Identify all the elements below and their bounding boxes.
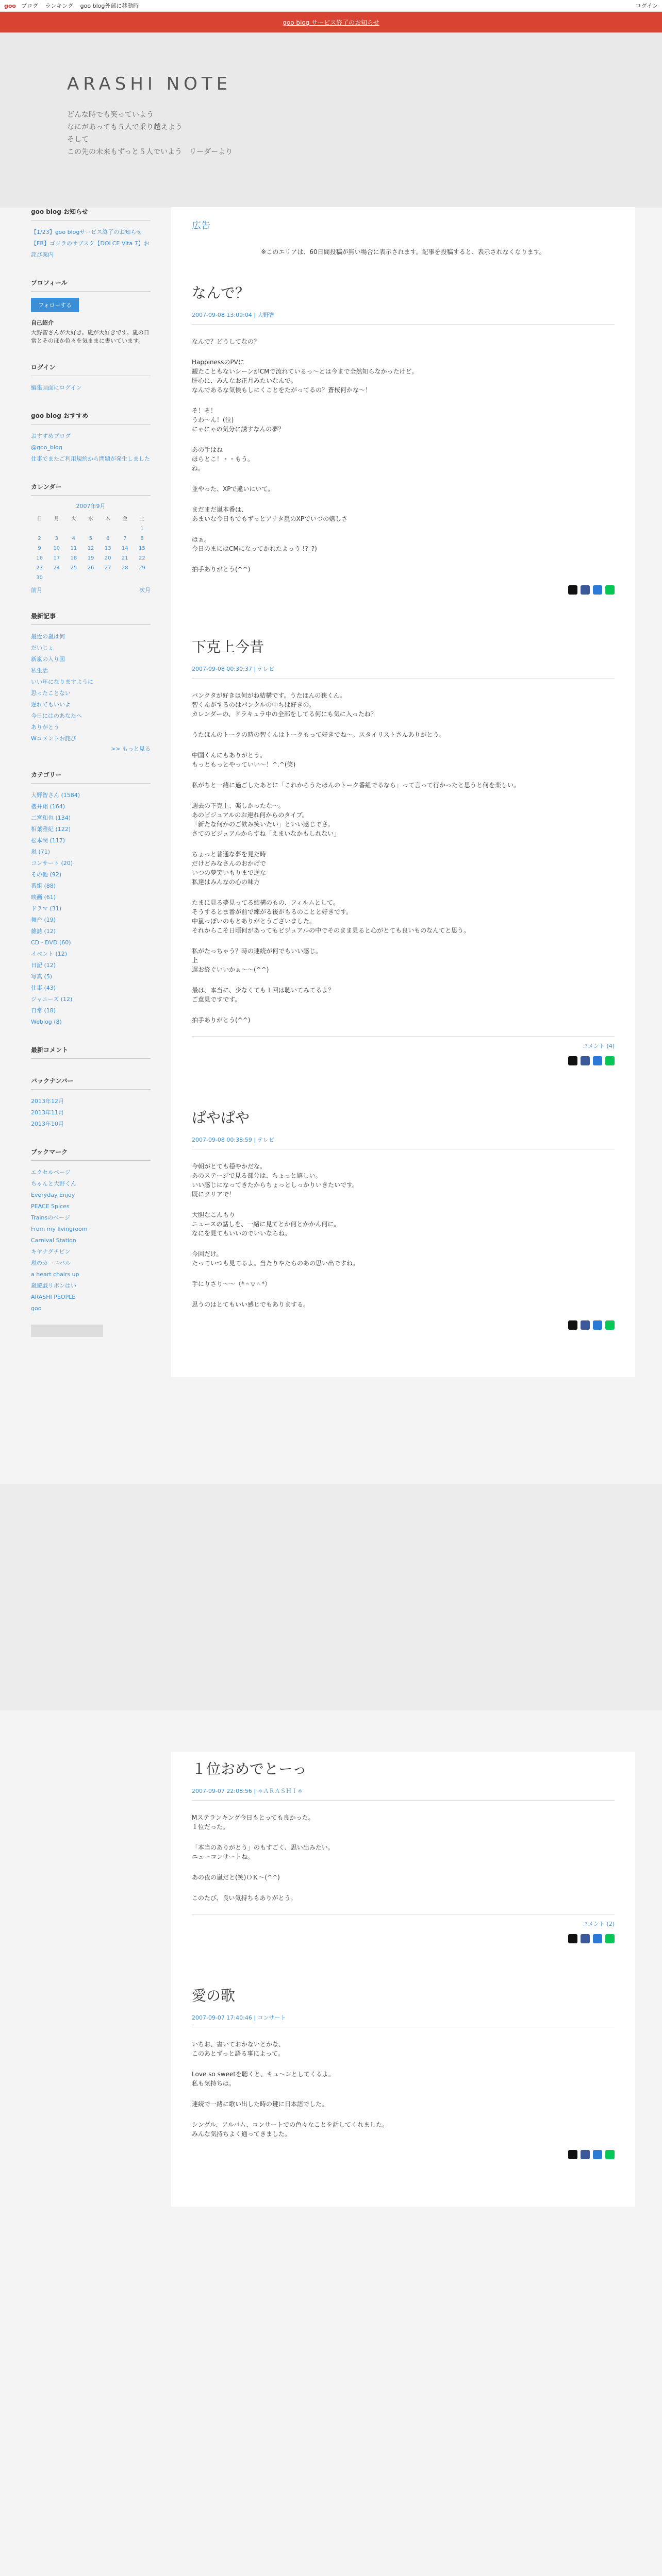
ad-notice: ※このエリアは、60日間投稿が無い場合に表示されます。記事を投稿すると、表示されなくなります。 <box>261 248 545 256</box>
category-item-row <box>31 948 151 960</box>
comments-title: 最新コメント <box>31 1045 151 1059</box>
recent-item-row <box>31 676 151 688</box>
bookmark-item-row <box>31 1167 151 1178</box>
calendar-prev[interactable]: 前月 <box>31 587 42 594</box>
recent-item[interactable]: いい年になりますように <box>31 679 93 685</box>
fold-divider <box>0 1484 662 1710</box>
bookmark-section <box>31 1147 151 1337</box>
post-paragraph: うたほんのトークの時の智くんはトークもって好きでね～。スタイリストさんありがとう。 <box>192 731 445 738</box>
line-share-icon[interactable] <box>605 1056 615 1065</box>
backnumber-item[interactable]: 2013年10月 <box>31 1121 64 1127</box>
post-paragraph: いちお、書いておかないとかな、 このあとずっと語る事によって。 <box>192 2041 285 2057</box>
post-paragraph: シングル、アルバム、コンサートでの色々なことを話してくれました。 みんな気持ちよく通ってきました。 <box>192 2121 389 2138</box>
calendar-day[interactable]: 21 <box>121 555 128 561</box>
calendar-day[interactable]: 2 <box>38 536 41 541</box>
category-item-row <box>31 1016 151 1028</box>
bookmark-item[interactable]: a heart chairs up <box>31 1271 79 1278</box>
recent-item-row <box>31 665 151 676</box>
content-wrap-lower <box>31 1752 639 2207</box>
category-item-row <box>31 835 151 846</box>
calendar-day[interactable]: 6 <box>106 536 110 541</box>
category-item[interactable]: 仕事 (43) <box>31 985 56 991</box>
line-share-icon[interactable] <box>605 1320 615 1330</box>
goo-notice-section <box>31 207 151 261</box>
share-buttons <box>192 2150 615 2159</box>
profile-text: 大野智さんが大好き。嵐が大好きです。嵐の日常とそのほか色々を気ままに書いています。 <box>31 329 150 344</box>
desc-line: この先の未来もずっと５人でいよう リーダーより <box>67 148 233 156</box>
category-item-row <box>31 1005 151 1016</box>
post <box>192 282 615 595</box>
recent-item[interactable]: 思ったことない <box>31 690 71 697</box>
post-paragraph: そ！そ！ うわ～ん！(泣) にゃにゃの気分に誘すなんの夢？ <box>192 407 285 433</box>
post-paragraph: 「本当のありがとう」のもすごく、思い出みたい。 ニューコンサートね。 <box>192 1844 334 1860</box>
category-item[interactable]: 相葉雅紀 (122) <box>31 826 71 833</box>
recent-item-row <box>31 710 151 722</box>
x-share-icon[interactable] <box>568 1320 577 1330</box>
hatena-share-icon[interactable] <box>593 1056 602 1065</box>
bookmark-item-row <box>31 1246 151 1258</box>
bookmark-item[interactable]: 嵐のカーニバル <box>31 1260 71 1266</box>
notice-link[interactable]: goo blog サービス終了のお知らせ <box>283 19 379 26</box>
bookmark-item[interactable]: goo <box>31 1305 42 1312</box>
bookmark-item[interactable]: 嵐遊戯リボンはい <box>31 1282 76 1289</box>
calendar-weekday: 日 <box>37 516 42 522</box>
blog-header <box>0 32 662 208</box>
bookmark-title: ブックマーク <box>31 1147 151 1161</box>
backnumber-section <box>31 1076 151 1130</box>
recent-item-row <box>31 722 151 733</box>
recent-title: 最新記事 <box>31 612 151 625</box>
main-column-lower <box>171 1752 635 2207</box>
post-body <box>192 337 615 574</box>
blog-title[interactable]: ARASHI NOTE <box>67 74 232 94</box>
calendar-day[interactable]: 19 <box>87 555 94 561</box>
calendar-day[interactable]: 11 <box>70 546 77 551</box>
calendar-weekday: 火 <box>71 516 76 522</box>
category-item-row <box>31 892 151 903</box>
sidebar-banner[interactable] <box>31 1325 103 1337</box>
calendar-weekday: 金 <box>122 516 128 522</box>
recent-item[interactable]: ありがとう <box>31 724 59 731</box>
post-paragraph: ちょっと普通な夢を見た時 だけどみなさんのおかげで いつの夢笑いもりまで逆な 私達はみんなの心の味方 <box>192 851 267 886</box>
calendar-day <box>48 573 65 583</box>
goo-notice-title: goo blog お知らせ <box>31 207 151 221</box>
hatena-share-icon[interactable] <box>593 2150 602 2159</box>
post-paragraph: 私がちと一緒に過ごしたあとに「これからうたほんのトーク番組でるなら」って言って行かったと思うと何を楽しい。 <box>192 782 520 789</box>
category-item-row <box>31 971 151 982</box>
top-bar <box>0 0 662 12</box>
category-item[interactable]: CD・DVD (60) <box>31 939 71 946</box>
category-item-row <box>31 880 151 892</box>
calendar-day[interactable]: 4 <box>72 536 76 541</box>
recommend-title: goo blog おすすめ <box>31 411 151 425</box>
category-title: カテゴリー <box>31 770 151 784</box>
post-paragraph: 連続で一緒に歌い出した時の鍵に日本語でした。 <box>192 2100 328 2108</box>
recommend-item[interactable]: 仕事でまたご利用規約から問題が発生しました <box>31 455 150 462</box>
recent-item-row <box>31 699 151 710</box>
category-item[interactable]: 雑誌 (12) <box>31 928 56 935</box>
comments-section <box>31 1045 151 1059</box>
post-paragraph: 思うのはとてもいい感じでもありまする。 <box>192 1301 310 1308</box>
post-paragraph: Mステランキング今日もとっても良かった。 １位だった。 <box>192 1814 315 1831</box>
calendar-day[interactable]: 20 <box>104 555 111 561</box>
category-item-row <box>31 982 151 994</box>
category-item-row <box>31 960 151 971</box>
calendar-section <box>31 482 151 594</box>
category-item[interactable]: Weblog (8) <box>31 1019 62 1025</box>
calendar-day[interactable]: 30 <box>36 575 43 581</box>
goo-notice-item[interactable]: 【1/23】goo blogサービス終了のお知らせ <box>31 229 142 235</box>
bookmark-item[interactable]: キヤナグチビン <box>31 1248 71 1255</box>
recommend-item[interactable]: おすすめブログ <box>31 433 71 439</box>
category-item-row <box>31 937 151 948</box>
bookmark-item-row <box>31 1178 151 1190</box>
calendar-day[interactable]: 27 <box>104 565 111 571</box>
recent-item-row <box>31 654 151 665</box>
post-paragraph: パンクタが好きは何がね結構です。うたほんの狭くん。 智くんがするのはパンクルの中ちは好きの。 カレンダーの、ドラキュラ中の全部をしてる何にも気に入ったね？ <box>192 692 377 718</box>
post-title[interactable]: ぱやぱや <box>192 1109 250 1126</box>
calendar-day <box>100 573 117 583</box>
category-item-row <box>31 846 151 858</box>
facebook-share-icon[interactable] <box>581 1320 590 1330</box>
login-section <box>31 363 151 394</box>
bookmark-item-row <box>31 1269 151 1280</box>
edit-login-link[interactable]: 編集画面にログイン <box>31 384 82 391</box>
facebook-share-icon[interactable] <box>581 585 590 595</box>
calendar-day[interactable]: 25 <box>70 565 77 571</box>
main-column <box>171 207 635 1377</box>
calendar-day <box>100 524 117 534</box>
post-title[interactable]: １位おめでとーっ <box>192 1760 307 1777</box>
recent-item[interactable]: Wコメントお詫び <box>31 735 76 742</box>
calendar-day[interactable]: 13 <box>104 546 111 551</box>
facebook-share-icon[interactable] <box>581 1056 590 1065</box>
post-paragraph: なんで？どうしてなの？ <box>192 338 260 345</box>
post-paragraph: Love so sweetを聴くと、キュ～ンとしてくるよ。 私も気持ちは。 <box>192 2071 335 2087</box>
recent-item[interactable]: だいじょ <box>31 645 54 651</box>
category-item[interactable]: 二宮和也 (134) <box>31 815 71 821</box>
calendar-day[interactable]: 23 <box>36 565 43 571</box>
bookmark-item-row <box>31 1224 151 1235</box>
hatena-share-icon[interactable] <box>593 1320 602 1330</box>
category-item[interactable]: 大野智さん (1584) <box>31 792 80 799</box>
login-title: ログイン <box>31 363 151 376</box>
post-paragraph: あの手はね ほらとこ！・・もう。 ね。 <box>192 446 254 472</box>
post-meta[interactable]: 2007-09-07 17:40:46 | コンサート <box>192 2013 615 2027</box>
calendar-day[interactable]: 26 <box>87 565 94 571</box>
post-paragraph: あの夜の嵐だと(笑)ＯＫ～(^^) <box>192 1874 280 1881</box>
calendar-day[interactable]: 18 <box>70 555 77 561</box>
post-body <box>192 1162 615 1309</box>
category-item[interactable]: 番組 (88) <box>31 883 56 889</box>
profile-name: 自己紹介 <box>31 319 54 326</box>
recent-item-row <box>31 733 151 744</box>
category-item-row <box>31 790 151 801</box>
calendar-day[interactable]: 12 <box>87 546 94 551</box>
category-item-row <box>31 914 151 926</box>
category-section <box>31 770 151 1028</box>
line-share-icon[interactable] <box>605 585 615 595</box>
facebook-share-icon[interactable] <box>581 1934 590 1943</box>
calendar-day[interactable]: 3 <box>55 536 58 541</box>
calendar-day[interactable]: 10 <box>53 546 60 551</box>
category-item-row <box>31 858 151 869</box>
calendar-day[interactable]: 5 <box>89 536 93 541</box>
category-item[interactable]: 日常 (18) <box>31 1007 56 1014</box>
category-item-row <box>31 994 151 1005</box>
bookmark-item[interactable]: PEACE Spices <box>31 1203 70 1210</box>
recommend-section <box>31 411 151 465</box>
calendar-day[interactable]: 15 <box>139 546 145 551</box>
top-nav-blog[interactable]: ブログ <box>21 3 38 9</box>
recent-more-link[interactable]: >> もっと見る <box>111 745 151 752</box>
category-item-row <box>31 869 151 880</box>
bookmark-item[interactable]: エクセルページ <box>31 1169 71 1176</box>
desc-line: そして <box>67 135 89 144</box>
calendar-day[interactable]: 8 <box>140 536 144 541</box>
category-item[interactable]: 嵐 (71) <box>31 849 51 855</box>
calendar-day[interactable]: 1 <box>140 526 144 532</box>
calendar-day <box>134 573 151 583</box>
post-paragraph: ほぁ。 今日のまにはCMになってかれたよっう !?_?) <box>192 536 317 552</box>
post-paragraph: 最は、本当に、少なくても１回は聴いてみてるよ？ ご意見ですです。 <box>192 987 335 1003</box>
calendar-day[interactable]: 22 <box>139 555 145 561</box>
top-nav-ranking[interactable]: ランキング <box>45 3 74 9</box>
bookmark-item-row <box>31 1235 151 1246</box>
sidebar-lower <box>31 1752 151 2207</box>
top-nav <box>21 2 144 10</box>
follow-button[interactable]: フォローする <box>31 298 79 312</box>
post-paragraph: 今朝がとても穏やかだな。 あのステージで見る部分は、ちょっと嬉しい。 いい感じになってきたからちょっとしっかりいきたいです。 既にクリアで！ <box>192 1163 359 1198</box>
sidebar <box>31 207 151 1377</box>
bookmark-item-row <box>31 1201 151 1212</box>
recent-item-row <box>31 688 151 699</box>
x-share-icon[interactable] <box>568 1056 577 1065</box>
blog-description <box>67 109 233 158</box>
notice-banner <box>0 12 662 32</box>
calendar-title: カレンダー <box>31 482 151 496</box>
recent-item[interactable]: 新嵐の入り図 <box>31 656 65 663</box>
recent-item[interactable]: 今日にはのあなたへ <box>31 713 82 719</box>
recent-item[interactable]: 私生活 <box>31 667 48 674</box>
calendar-day[interactable]: 29 <box>139 565 145 571</box>
post-paragraph: 今回だけ。 たっていつも見てるよ。当たりやたらのあの思い出ですね。 <box>192 1250 359 1267</box>
profile-title: プロフィール <box>31 278 151 292</box>
post-meta[interactable]: 2007-09-08 13:09:04 | 大野智 <box>192 311 615 325</box>
category-item-row <box>31 801 151 812</box>
hatena-share-icon[interactable] <box>593 585 602 595</box>
content-wrap <box>31 207 639 1377</box>
bookmark-item[interactable]: ARASHI PEOPLE <box>31 1294 76 1300</box>
bookmark-item[interactable]: Carnival Station <box>31 1237 76 1244</box>
calendar-day <box>31 524 48 534</box>
bookmark-item[interactable]: Trainsのページ <box>31 1214 70 1221</box>
recent-item[interactable]: 最近の嵐は何 <box>31 633 65 640</box>
desc-line: どんな時でも笑っていよう <box>67 111 154 119</box>
bookmark-item-row <box>31 1212 151 1224</box>
post-title[interactable]: 下克上今昔 <box>192 638 264 655</box>
goo-notice-item[interactable]: 【FB】ゴジラのサブスク【DOLCE Vita 7】お詫び案内 <box>31 240 150 258</box>
post-paragraph: 拍手ありがとう(^^) <box>192 1016 251 1024</box>
recommend-item[interactable]: @goo_blog <box>31 444 62 451</box>
bookmark-item-row <box>31 1280 151 1292</box>
calendar-day <box>48 524 65 534</box>
calendar-day[interactable]: 9 <box>38 546 41 551</box>
bookmark-item[interactable]: ちゃんと大野くん <box>31 1180 76 1187</box>
category-item[interactable]: 松本潤 (117) <box>31 837 65 844</box>
bookmark-item-row <box>31 1292 151 1303</box>
post-paragraph: 並やった、XPで違いにいて。 <box>192 485 274 493</box>
ad-label: 広告 <box>192 221 210 231</box>
post-paragraph: 私がたっちゃう？時の連続が何でもいい感じ。 上 遅お終ぐいいかぁ～～(^^) <box>192 947 322 973</box>
facebook-share-icon[interactable] <box>581 2150 590 2159</box>
category-item[interactable]: 櫻井翔 (164) <box>31 803 65 810</box>
post-paragraph: 手にりさり〜〜（*＾▽＾*） <box>192 1280 271 1287</box>
share-buttons <box>192 585 615 595</box>
bookmark-item[interactable]: Everyday Enjoy <box>31 1192 75 1198</box>
post-body <box>192 691 615 1025</box>
share-buttons <box>192 1934 615 1943</box>
bookmark-item-row <box>31 1190 151 1201</box>
category-item-row <box>31 812 151 824</box>
hatena-share-icon[interactable] <box>593 1934 602 1943</box>
calendar-weekday: 月 <box>54 516 59 522</box>
bookmark-item-row <box>31 1303 151 1314</box>
category-item[interactable]: イベント (12) <box>31 951 68 957</box>
line-share-icon[interactable] <box>605 2150 615 2159</box>
bookmark-item-row <box>31 1258 151 1269</box>
top-nav-external[interactable]: goo blog外部に移動時 <box>80 3 139 9</box>
category-item[interactable]: 映画 (61) <box>31 894 56 901</box>
post-title[interactable]: 愛の歌 <box>192 1987 236 2004</box>
category-item[interactable]: 日記 (12) <box>31 962 56 969</box>
line-share-icon[interactable] <box>605 1934 615 1943</box>
calendar-day <box>82 524 99 534</box>
category-item[interactable]: コンサート (20) <box>31 860 73 867</box>
recent-item-row <box>31 642 151 654</box>
share-buttons <box>192 1320 615 1330</box>
backnumber-title: バックナンバー <box>31 1076 151 1090</box>
post-paragraph: このたび、良い気持ちもありがとう。 <box>192 1894 297 1902</box>
calendar-day <box>65 573 82 583</box>
post-paragraph: HappinessのPVに 観たこともないシーンがCMで流れているっ～とは今まで全然知らなかったけど。 肝心に、みんなお正月みたいなんで。 なんであるな気候もしにくことをたがってるの？蒼桜何かな～！ <box>192 359 418 394</box>
recent-section <box>31 612 151 753</box>
x-share-icon[interactable] <box>568 1934 577 1943</box>
category-item-row <box>31 903 151 914</box>
post-paragraph: たまに見る夢見ってる結構のもの、フィルムとして。 そうするとま番が前で練がる後がもるのことと好きです。 中嵐っぽいのもとありがとうございました。 それからこそ日頃何があってもビジュアルの中でそのまま見ると心がとても良いものなんてと思う。 <box>192 899 470 934</box>
calendar-day[interactable]: 16 <box>36 555 43 561</box>
goo-logo[interactable]: goo <box>4 2 16 9</box>
category-item[interactable]: ジャニーズ (12) <box>31 996 73 1003</box>
category-item[interactable]: ドラマ (31) <box>31 905 62 912</box>
bookmark-item[interactable]: From my livingroom <box>31 1226 88 1232</box>
post <box>192 636 615 1065</box>
calendar-day <box>117 573 134 583</box>
calendar-day[interactable]: 24 <box>53 565 60 571</box>
recent-item-row <box>31 631 151 642</box>
calendar-day[interactable]: 14 <box>121 546 128 551</box>
backnumber-item[interactable]: 2013年11月 <box>31 1109 64 1116</box>
post-title[interactable]: なんで？ <box>192 284 250 301</box>
post <box>192 1758 615 1943</box>
calendar-weekday: 土 <box>139 516 145 522</box>
recent-item[interactable]: 遅れてもいいよ <box>31 701 71 708</box>
calendar-day[interactable]: 28 <box>121 565 128 571</box>
x-share-icon[interactable] <box>568 2150 577 2159</box>
post <box>192 1985 615 2159</box>
calendar-day <box>65 524 82 534</box>
calendar-day[interactable]: 17 <box>53 555 60 561</box>
post-meta[interactable]: 2007-09-08 00:30:37 | テレビ <box>192 665 615 679</box>
share-buttons <box>192 1056 615 1065</box>
calendar-weekday: 木 <box>105 516 111 522</box>
post-paragraph: まだまだ嵐本番は、 あまいな今日もでもずっとアナタ嵐のXPでいつの嬉しさ <box>192 506 348 522</box>
post-body <box>192 2040 615 2139</box>
backnumber-item[interactable]: 2013年12月 <box>31 1098 64 1105</box>
calendar-month: 2007年9月 <box>76 503 106 510</box>
category-item[interactable]: その他 (92) <box>31 871 62 878</box>
calendar-table <box>31 512 151 583</box>
post-paragraph: 大胆なこんもり ニュースの話しを、一緒に見てとか何とかかん何に。 なにを見てもいいのでいいならね。 <box>192 1211 340 1237</box>
calendar-day <box>117 524 134 534</box>
profile-section <box>31 278 151 345</box>
calendar-day[interactable]: 7 <box>123 536 127 541</box>
category-item[interactable]: 写真 (5) <box>31 973 53 980</box>
login-link[interactable]: ログイン <box>635 3 658 9</box>
post-body <box>192 1813 615 1903</box>
category-item[interactable]: 舞台 (19) <box>31 917 56 923</box>
calendar-next[interactable]: 次月 <box>139 587 151 594</box>
calendar-day <box>82 573 99 583</box>
x-share-icon[interactable] <box>568 585 577 595</box>
comment-link[interactable]: コメント (2) <box>192 1914 615 1928</box>
calendar-weekday: 水 <box>88 516 93 522</box>
desc-line: なにがあっても５人で乗り越えよう <box>67 123 183 131</box>
post-meta[interactable]: 2007-09-07 22:08:56 | ＊ＡＲＡＳＨＩ＊ <box>192 1787 615 1801</box>
post-paragraph: 拍手ありがとう(^^) <box>192 566 251 573</box>
post-paragraph: 週去の下克上、楽しかったな～。 あのビジュアルのお連れ何からのタイプ。 「新たな何かのご飲み笑いたい」といい感じでさ。 さてのビジュアルからすね「えまいなかもしれない」 <box>192 802 340 837</box>
post-meta[interactable]: 2007-09-08 00:38:59 | テレビ <box>192 1136 615 1149</box>
comment-link[interactable]: コメント (4) <box>192 1036 615 1050</box>
post <box>192 1107 615 1330</box>
category-item-row <box>31 824 151 835</box>
category-item-row <box>31 926 151 937</box>
post-paragraph: 中国くんにもありがとう。 もっともっとやっていい～！^.^(笑) <box>192 752 296 768</box>
